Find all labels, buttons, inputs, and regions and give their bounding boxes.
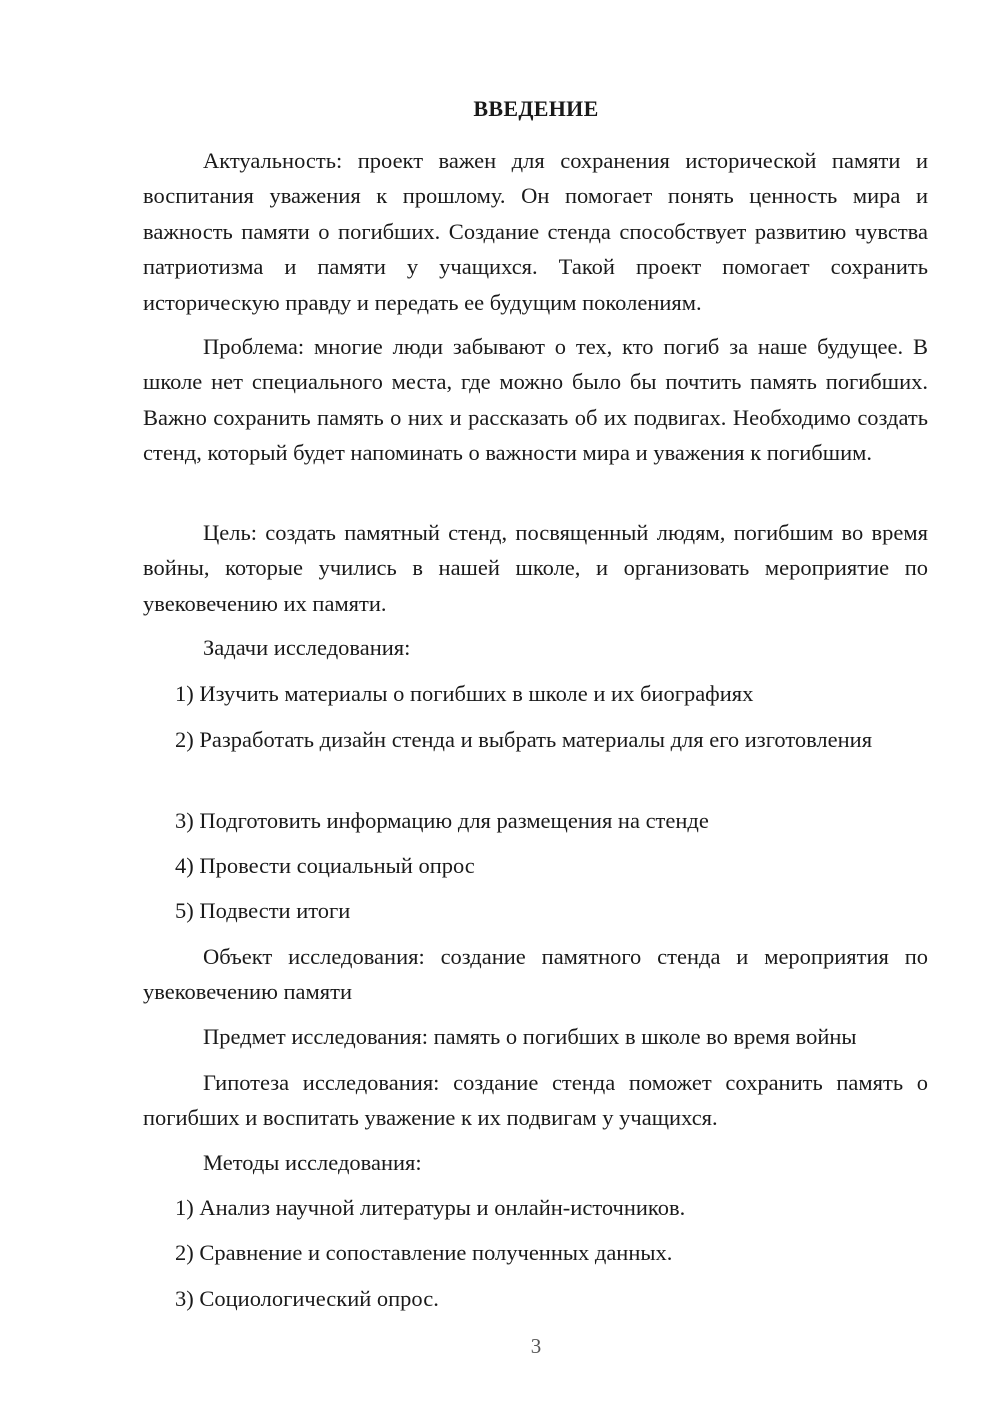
object-paragraph: Объект исследования: создание памятного стенда и мероприятия по увековечению памяти [143, 944, 928, 1005]
task-item-1: 1) Изучить материалы о погибших в школе и их биографиях [175, 681, 754, 706]
methods-heading: Методы исследования: [203, 1150, 422, 1175]
task-item-5: 5) Подвести итоги [175, 898, 351, 923]
method-item-1: 1) Анализ научной литературы и онлайн-источников. [175, 1195, 686, 1220]
task-item-2: 2) Разработать дизайн стенда и выбрать материалы для его изготовления [175, 727, 873, 752]
method-item-2: 2) Сравнение и сопоставление полученных данных. [175, 1240, 673, 1265]
method-item-3: 3) Социологический опрос. [175, 1286, 439, 1311]
task-item-3: 3) Подготовить информацию для размещения на стенде [175, 808, 709, 833]
page-number: 3 [530, 1334, 542, 1358]
goal-paragraph: Цель: создать памятный стенд, посвященный людям, погибшим во время войны, которые учились в нашей школе, и организовать мероприятие по увековечению их памяти. [143, 520, 928, 616]
subject-paragraph: Предмет исследования: память о погибших в школе во время войны [203, 1024, 857, 1049]
problem-paragraph: Проблема: многие люди забывают о тех, кто погиб за наше будущее. В школе нет специального места, где можно было бы почтить память погибших. Важно сохранить память о них и рассказать об их подвигах. Необходимо создать стенд, который будет напоминать о важности мира и уважения к погибшим. [143, 334, 928, 466]
relevance-paragraph: Актуальность: проект важен для сохранения исторической памяти и воспитания уважения к прошлому. Он помогает понять ценность мира и важность памяти о погибших. Создание стенда способствует развитию чувства патриотизма и памяти у учащихся. Такой проект помогает сохранить историческую правду и передать ее будущим поколениям. [143, 148, 928, 315]
hypothesis-paragraph: Гипотеза исследования: создание стенда поможет сохранить память о погибших и воспитать уважение к их подвигам у учащихся. [143, 1070, 928, 1131]
page-title: ВВЕДЕНИЕ [473, 96, 599, 121]
task-item-4: 4) Провести социальный опрос [175, 853, 475, 878]
tasks-heading: Задачи исследования: [203, 635, 411, 660]
